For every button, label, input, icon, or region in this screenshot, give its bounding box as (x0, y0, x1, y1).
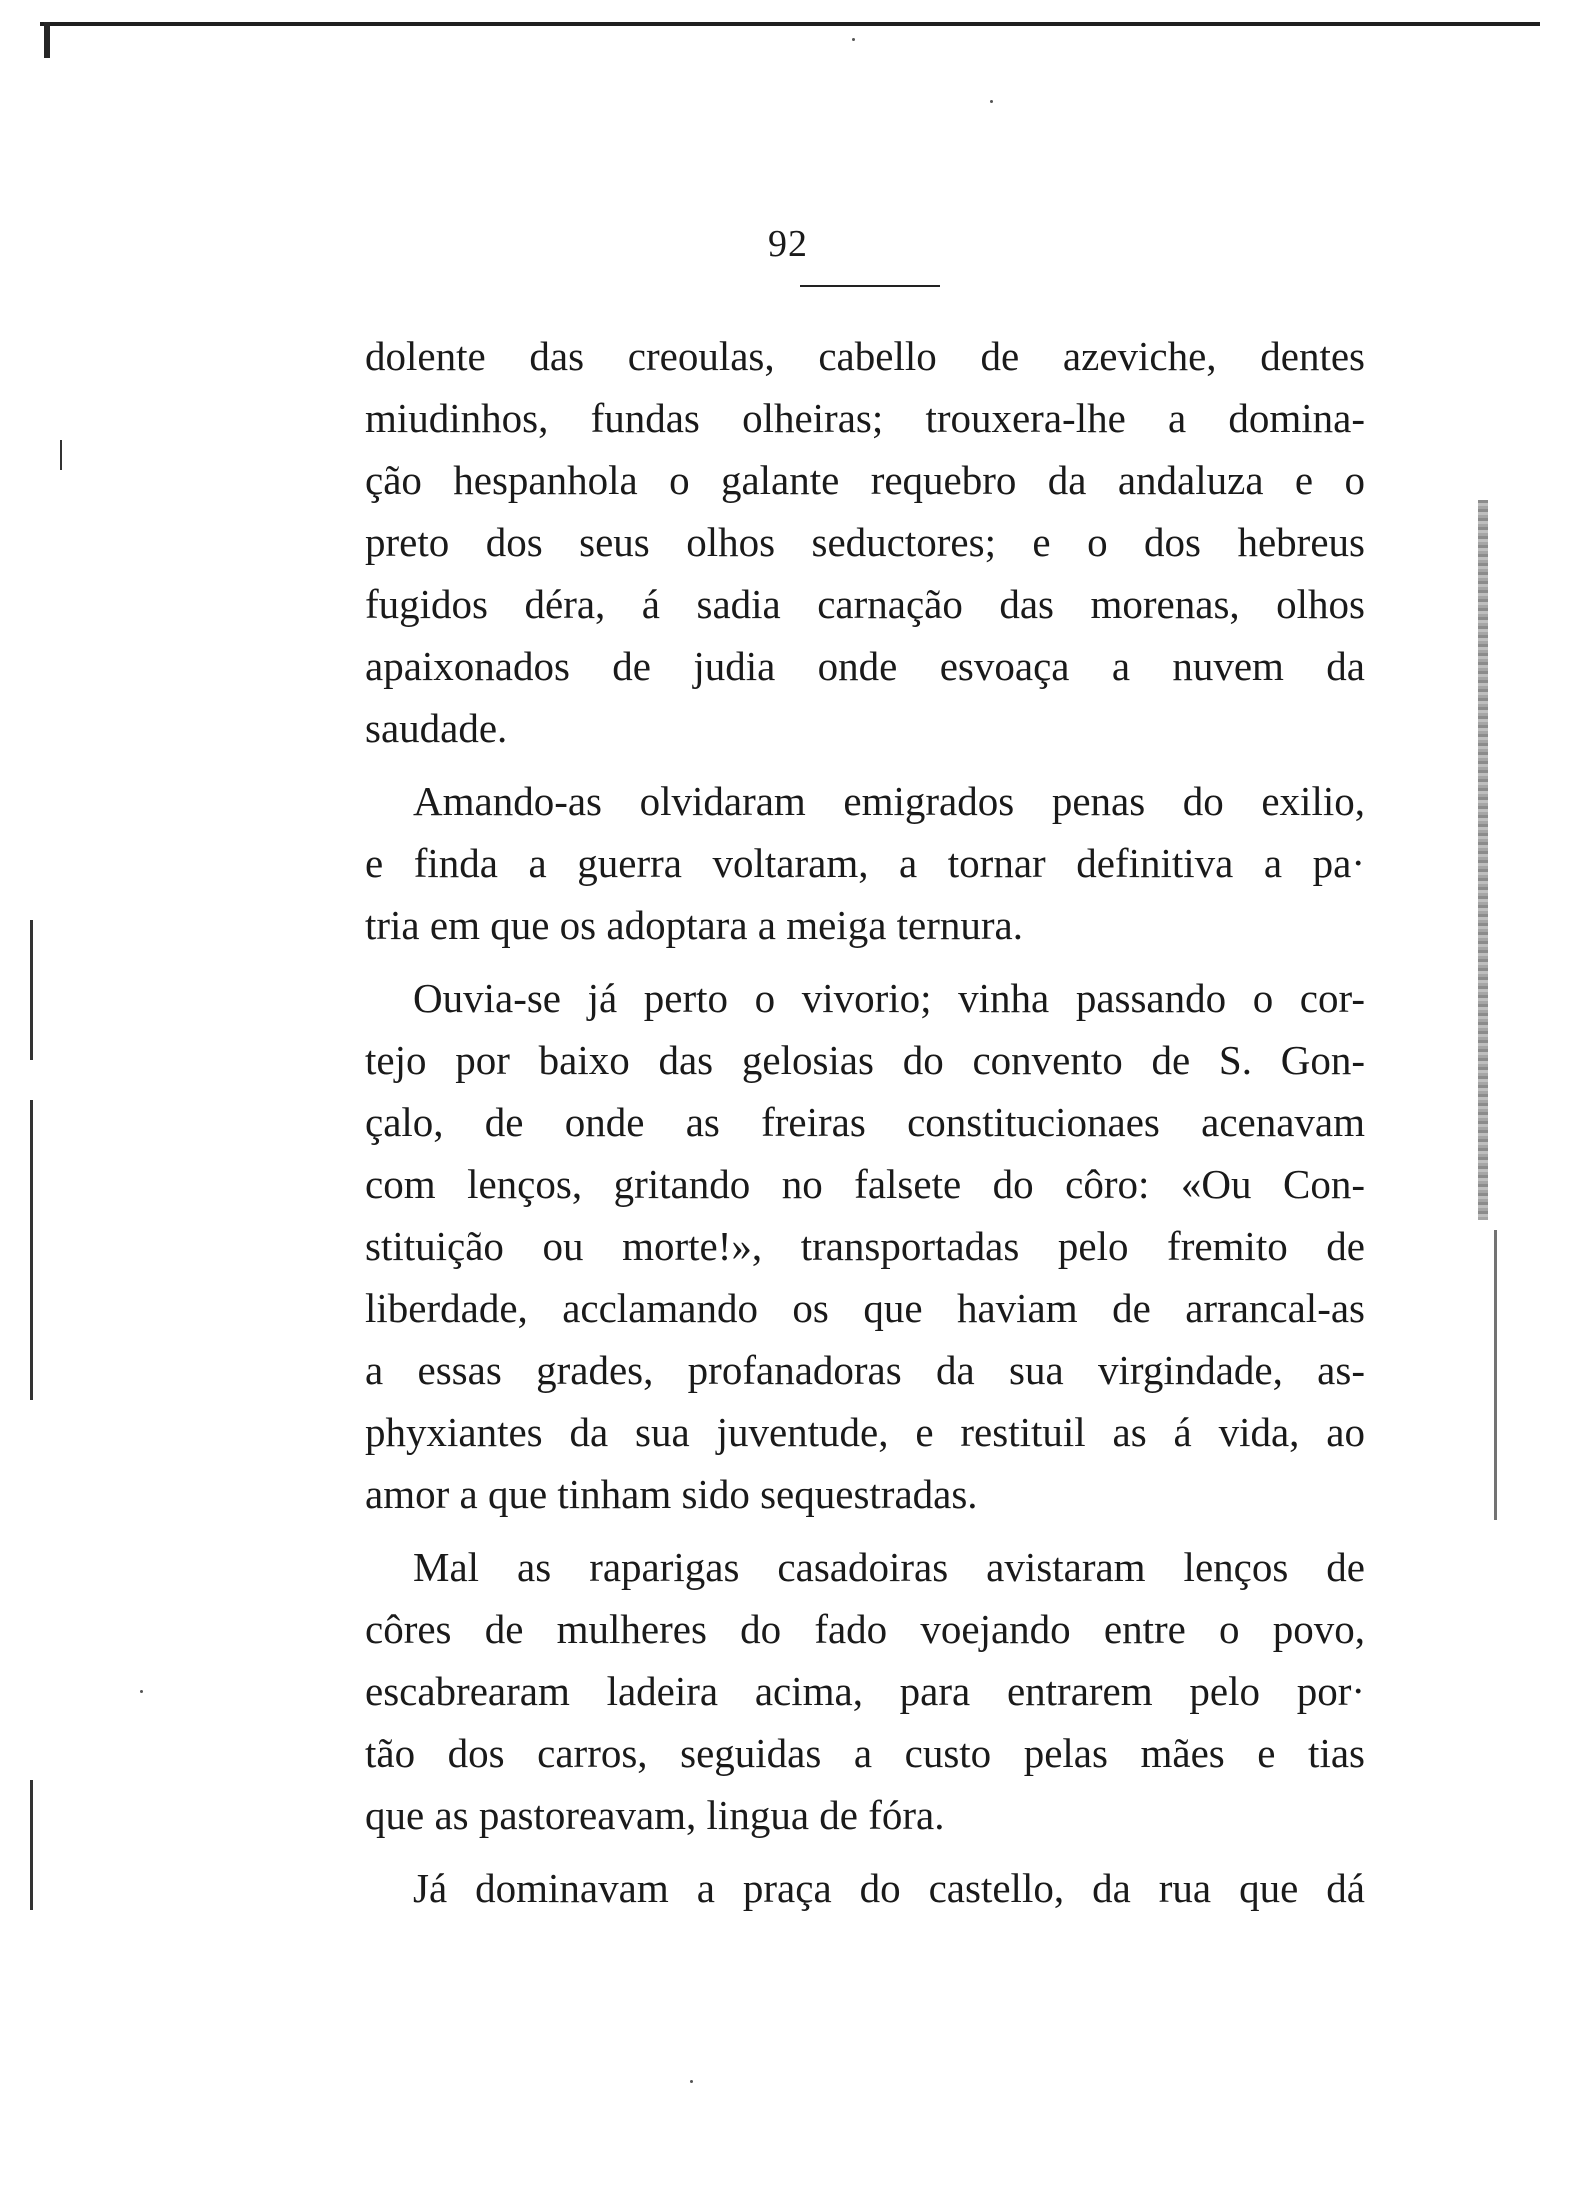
text-line: tejo por baixo das gelosias do convento de S. Gon- (365, 1037, 1365, 1083)
paragraph (365, 325, 1365, 759)
text-line: Já dominavam a praça do castello, da rua que dá (413, 1865, 1365, 1911)
text-line: tria em que os adoptara a meiga ternura. (365, 902, 1023, 948)
header-rule (800, 285, 940, 287)
text-line: liberdade, acclamando os que haviam de arrancal-as (365, 1285, 1365, 1331)
text-line: Amando-as olvidaram emigrados penas do exilio, (413, 778, 1365, 824)
text-line: tão dos carros, seguidas a custo pelas mães e tias (365, 1730, 1365, 1776)
body-text (365, 325, 1365, 1919)
text-line: miudinhos, fundas olheiras; trouxera-lhe a domina- (365, 395, 1365, 441)
scan-right-edge-mark (1478, 500, 1488, 1220)
text-line: amor a que tinham sido sequestradas. (365, 1471, 978, 1517)
scan-speck (140, 1690, 143, 1693)
scan-speck (852, 38, 855, 41)
text-line: côres de mulheres do fado voejando entre o povo, (365, 1606, 1365, 1652)
paragraph (365, 1857, 1365, 1919)
text-line: que as pastoreavam, lingua de fóra. (365, 1792, 945, 1838)
scan-corner-mark (44, 22, 50, 58)
text-line: a essas grades, profanadoras da sua virgindade, as- (365, 1347, 1365, 1393)
text-line: fugidos déra, á sadia carnação das morenas, olhos (365, 581, 1365, 627)
text-line: saudade. (365, 705, 508, 751)
paragraph (365, 770, 1365, 956)
text-line: Mal as raparigas casadoiras avistaram lenços de (413, 1544, 1365, 1590)
scan-top-border (40, 22, 1540, 36)
text-line: dolente das creoulas, cabello de azeviche, dentes (365, 333, 1365, 379)
scan-left-edge-mark (30, 1100, 33, 1400)
scan-right-edge-mark (1494, 1230, 1497, 1520)
scan-left-edge-mark (30, 1780, 33, 1910)
text-line: e finda a guerra voltaram, a tornar definitiva a pa· (365, 840, 1365, 886)
text-line: Ouvia-se já perto o vivorio; vinha passando o cor- (413, 975, 1365, 1021)
text-line: stituição ou morte!», transportadas pelo fremito de (365, 1223, 1365, 1269)
paragraph (365, 1536, 1365, 1846)
text-line: phyxiantes da sua juventude, e restituil as á vida, ao (365, 1409, 1365, 1455)
text-line: çalo, de onde as freiras constitucionaes acenavam (365, 1099, 1365, 1145)
scan-left-edge-mark (60, 440, 62, 470)
text-line: preto dos seus olhos seductores; e o dos hebreus (365, 519, 1365, 565)
text-line: ção hespanhola o galante requebro da andaluza e o (365, 457, 1365, 503)
scan-left-edge-mark (30, 920, 33, 1060)
text-line: com lenços, gritando no falsete do côro: «Ou Con- (365, 1161, 1365, 1207)
scan-speck (990, 100, 993, 103)
text-line: apaixonados de judia onde esvoaça a nuvem da (365, 643, 1365, 689)
text-line: escabrearam ladeira acima, para entrarem pelo por· (365, 1668, 1365, 1714)
scan-speck (690, 2080, 693, 2083)
paragraph (365, 967, 1365, 1525)
page-number: 92 (768, 223, 808, 265)
